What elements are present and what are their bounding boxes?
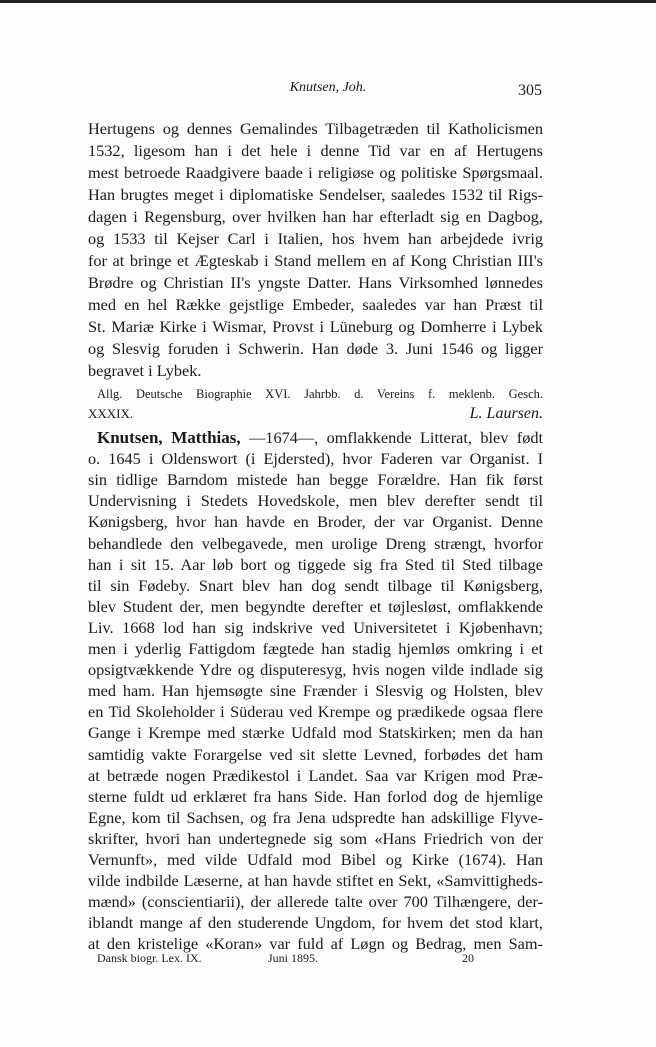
entry-heading: Knutsen, Matthias, [97,428,241,447]
sources-line-continued [88,403,543,425]
text-line: opsigtvækkende Ydre og disputeresyg, hvis nogen vilde indlade sig [88,660,543,680]
text-line: mest betroede Raadgivere baade i religiøse og politiske Spørgsmaal. [88,163,543,182]
footer-sheet-number: 20 [462,951,474,965]
text-line: 1532, ligesom han i det hele i denne Tid var en af Hertugens [88,141,543,160]
text-line: skrifter, hvori han undertegnede sig som «Hans Friedrich von der [88,828,543,848]
text-line: behandlede den velbegavede, men urolige Dreng strængt, hvorfor [88,533,543,553]
text-line: Undervisning i Stedets Hovedskole, men blev derefter sendt til [88,491,543,511]
text-line: at den kristelige «Koran» var fuld af Løgn og Bedrag, men Sam- [88,934,543,954]
text-line: sterne fuldt ud erklæret fra hans Side. Han forlod dog de hjemlige [88,786,543,806]
text-line: til sin Fødeby. Snart blev han dog sendt tilbage til Kønigsberg, [88,575,543,595]
text-line: Hertugens og dennes Gemalindes Tilbagetræden til Katholicismen [88,119,543,138]
text-line: med en hel Række gejstlige Embeder, saaledes var han Præst til [88,295,543,314]
entry-heading-line [97,427,543,449]
text-line: samtidig vakte Forargelse ved sit slette Levned, forbødes det ham [88,744,543,764]
text-line: Brødre og Christian II's yngste Datter. Hans Virksomhed lønnedes [88,273,543,292]
sources-line: Allg. Deutsche Biographie XVI. Jahrbb. d. Vereins f. meklenb. Gesch. [97,387,543,401]
text-line: Kønigsberg, hvor han havde en Broder, der var Organist. Denne [88,512,543,532]
footer-signature: Dansk biogr. Lex. IX. [97,951,202,965]
footer-date: Juni 1895. [268,951,319,965]
sources-continued-text: XXXIX. [88,406,134,421]
text-line: at betræde nogen Prædikestol i Landet. Saa var Krigen mod Præ- [88,765,543,785]
text-line: iblandt mange af den studerende Ungdom, for hvem det stod klart, [88,913,543,933]
text-line: dagen i Regensburg, over hvilken han har efterladt sig en Dagbog, [88,207,543,226]
top-rule [0,0,656,3]
text-line: St. Mariæ Kirke i Wismar, Provst i Lüneburg og Domherre i Lybek [88,317,543,336]
text-line: Gange i Krempe med stærke Udfald mod Statskirken; men da han [88,723,543,743]
entry-heading-rest: —1674—, omflakkende Litterat, blev født [240,428,543,447]
text-line: Vernunft», med vilde Udfald mod Bibel og Kirke (1674). Han [88,850,543,869]
page-number: 305 [518,82,542,99]
text-line: mænd» (conscientiarii), der allerede talte over 700 Tilhængere, der- [88,892,543,912]
text-line: begravet i Lybek. [88,361,202,380]
text-line: han i sit 15. Aar løb bort og tiggede sig fra Sted til Sted tilbage [88,554,543,574]
text-line: o. 1645 i Oldenswort (i Ejdersted), hvor Faderen var Organist. I [88,449,543,469]
text-line: en Tid Skoleholder i Süderau ved Krempe og prædikede ogsaa flere [88,702,543,722]
text-line: for at bringe et Ægteskab i Stand mellem en af Kong Christian III's [88,251,543,270]
text-line: med ham. Han hjemsøgte sine Frænder i Slesvig og Holsten, blev [88,681,543,701]
text-line: Liv. 1668 lod han sig indskrive ved Universitetet i Kjøbenhavn; [88,617,543,637]
text-line: og Slesvig foruden i Schwerin. Han døde 3. Juni 1546 og ligger [88,339,543,358]
text-line: sin tidlige Barndom mistede han begge Forældre. Han fik først [88,470,543,490]
text-line: blev Student der, men begyndte derefter et tøjlesløst, omflakkende [88,596,543,616]
text-line: men i yderlig Fattigdom fægtede han stadig hjemløs omkring i et [88,639,543,658]
text-line: og 1533 til Kejser Carl i Italien, hos hvem han arbejdede ivrig [88,229,543,248]
author-signature: L. Laursen. [469,405,543,422]
text-line: Han brugtes meget i diplomatiske Sendelser, saaledes 1532 til Rigs- [88,185,543,204]
text-line: Egne, kom til Sachsen, og fra Jena udspredte han adskillige Flyve- [88,807,543,827]
running-title: Knutsen, Joh. [289,80,367,95]
text-line: vilde indbilde Læserne, at han havde stiftet en Sekt, «Samvittigheds- [88,871,543,891]
